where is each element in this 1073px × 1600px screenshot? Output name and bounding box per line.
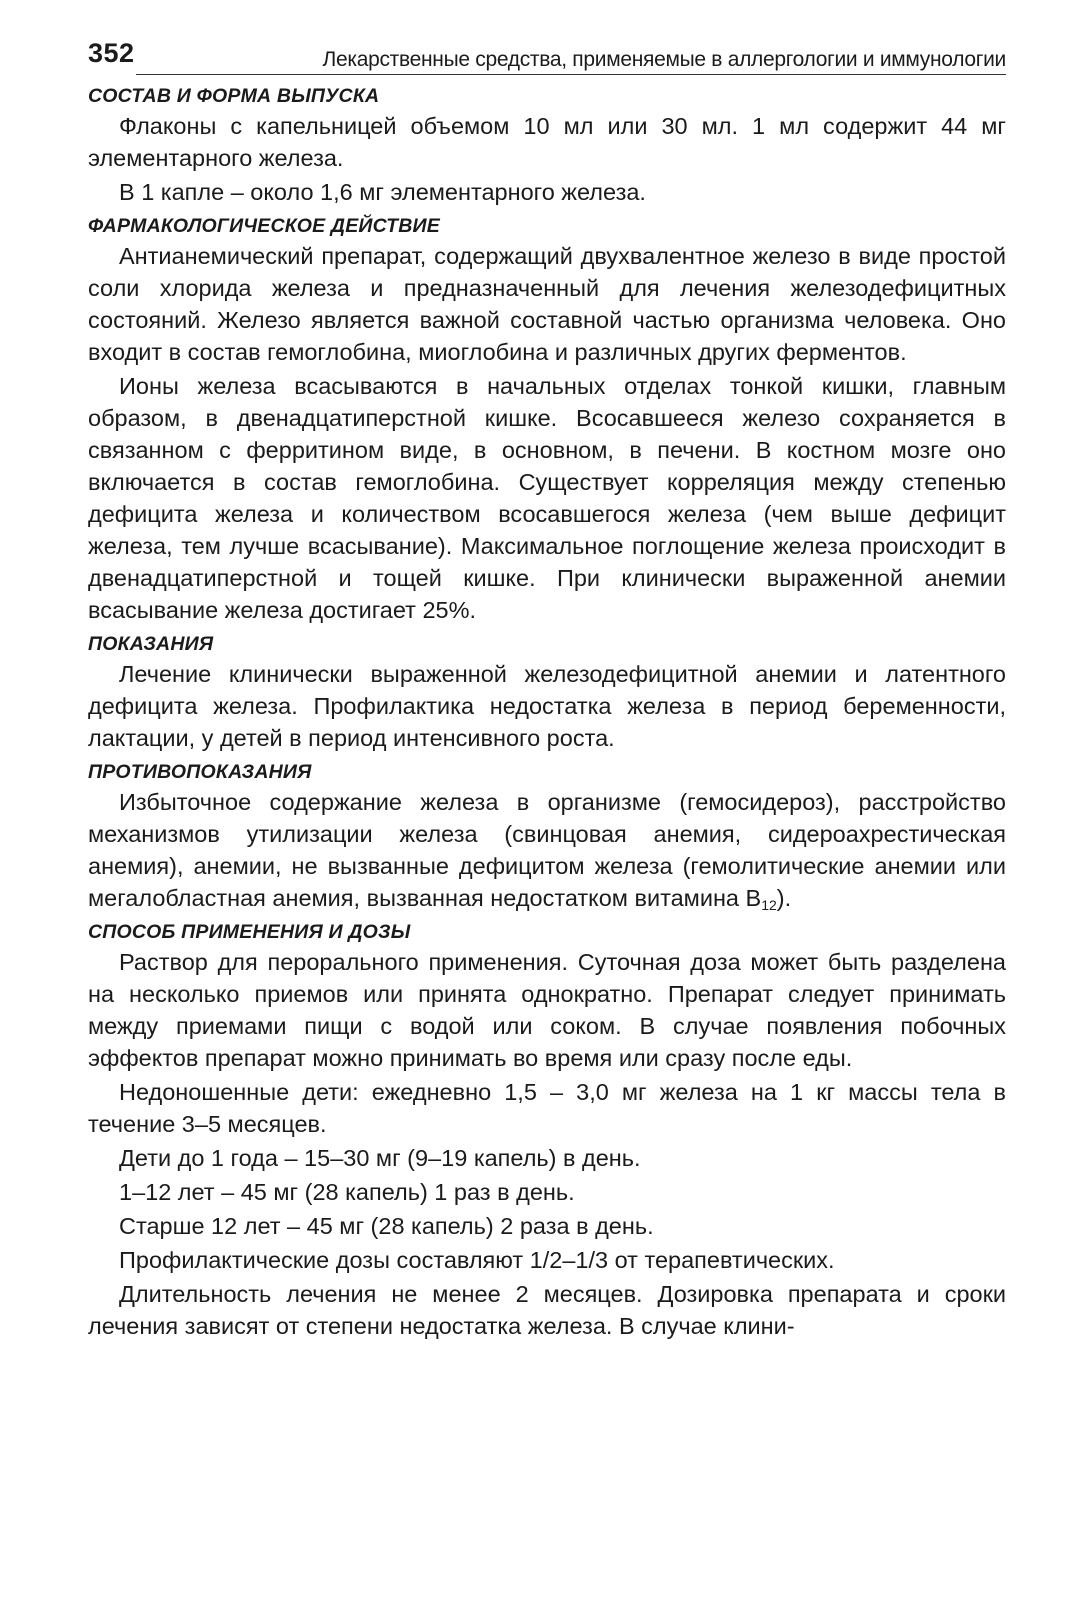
section-heading: СОСТАВ И ФОРМА ВЫПУСКА xyxy=(88,85,380,107)
section-pharmacology xyxy=(88,212,1006,626)
paragraph: Лечение клинически выраженной железодефицитной анемии и латентного дефицита железа. Профилактика недостатка железа в период беременности, лактации, у детей в период интенсивного роста. xyxy=(88,661,1006,751)
section-indications xyxy=(88,630,1006,754)
paragraph: 1–12 лет – 45 мг (28 капель) 1 раз в день. xyxy=(119,1179,575,1205)
paragraph: Ионы железа всасываются в начальных отделах тонкой кишки, главным образом, в двенадцатиперстной кишке. Всосавшееся железо сохраняется в связанном с ферритином виде, в основном, в печени. В костном мозге оно включается в состав гемоглобина. Существует корреляция между степенью дефицита железа и количеством всосавшегося железа (чем выше дефицит железа, тем лучше всасывание). Максимальное поглощение железа происходит в двенадцатиперстной и тощей кишке. При клинически выраженной анемии всасывание железа достигает 25%. xyxy=(88,373,1006,623)
paragraph xyxy=(88,786,1006,914)
subscript: 12 xyxy=(761,897,777,913)
paragraph: Флаконы с капельницей объемом 10 мл или 30 мл. 1 мл содержит 44 мг элементарного железа. xyxy=(88,113,1006,171)
paragraph: Старше 12 лет – 45 мг (28 капель) 2 раза в день. xyxy=(119,1213,654,1239)
paragraph-tail: ). xyxy=(776,885,792,911)
page-number: 352 xyxy=(88,38,135,68)
paragraph: Длительность лечения не менее 2 месяцев. Дозировка препарата и сроки лечения зависят от степени недостатка железа. В случае клини- xyxy=(88,1281,1006,1339)
section-heading: СПОСОБ ПРИМЕНЕНИЯ И ДОЗЫ xyxy=(88,921,411,943)
section-dosage xyxy=(88,918,1006,1342)
paragraph: Раствор для перорального применения. Суточная доза может быть разделена на несколько приемов или принята однократно. Препарат следует принимать между приемами пищи с водой или соком. В случае появления побочных эффектов препарат можно принимать во время или сразу после еды. xyxy=(88,949,1006,1071)
page-header xyxy=(88,38,1006,78)
section-heading: ФАРМАКОЛОГИЧЕСКОЕ ДЕЙСТВИЕ xyxy=(88,215,440,237)
paragraph-text: Избыточное содержание железа в организме (гемосидероз), расстройство механизмов утилизации железа (свинцовая анемия, сидероахрестическая анемия), анемии, не вызванные дефицитом железа (гемолитические анемии или мегалобластная анемия, вызванная недостатком витамина B xyxy=(88,789,1006,911)
paragraph: Антианемический препарат, содержащий двухвалентное железо в виде простой соли хлорида железа и предназначенный для лечения железодефицитных состояний. Железо является важной составной частью организма человека. Оно входит в состав гемоглобина, миоглобина и различных других ферментов. xyxy=(88,243,1006,365)
book-page xyxy=(88,38,1006,1344)
paragraph: Профилактические дозы составляют 1/2–1/3 от терапевтических. xyxy=(119,1247,835,1273)
paragraph: В 1 капле – около 1,6 мг элементарного железа. xyxy=(119,179,646,205)
header-rule xyxy=(136,74,1006,75)
section-heading: ПРОТИВОПОКАЗАНИЯ xyxy=(88,761,312,783)
section-heading: ПОКАЗАНИЯ xyxy=(88,633,214,655)
paragraph: Дети до 1 года – 15–30 мг (9–19 капель) в день. xyxy=(119,1145,641,1171)
section-composition xyxy=(88,82,1006,208)
running-title: Лекарственные средства, применяемые в аллергологии и иммунологии xyxy=(322,48,1006,71)
section-contraindications xyxy=(88,758,1006,914)
paragraph: Недоношенные дети: ежедневно 1,5 – 3,0 мг железа на 1 кг массы тела в течение 3–5 месяцев. xyxy=(88,1079,1006,1137)
